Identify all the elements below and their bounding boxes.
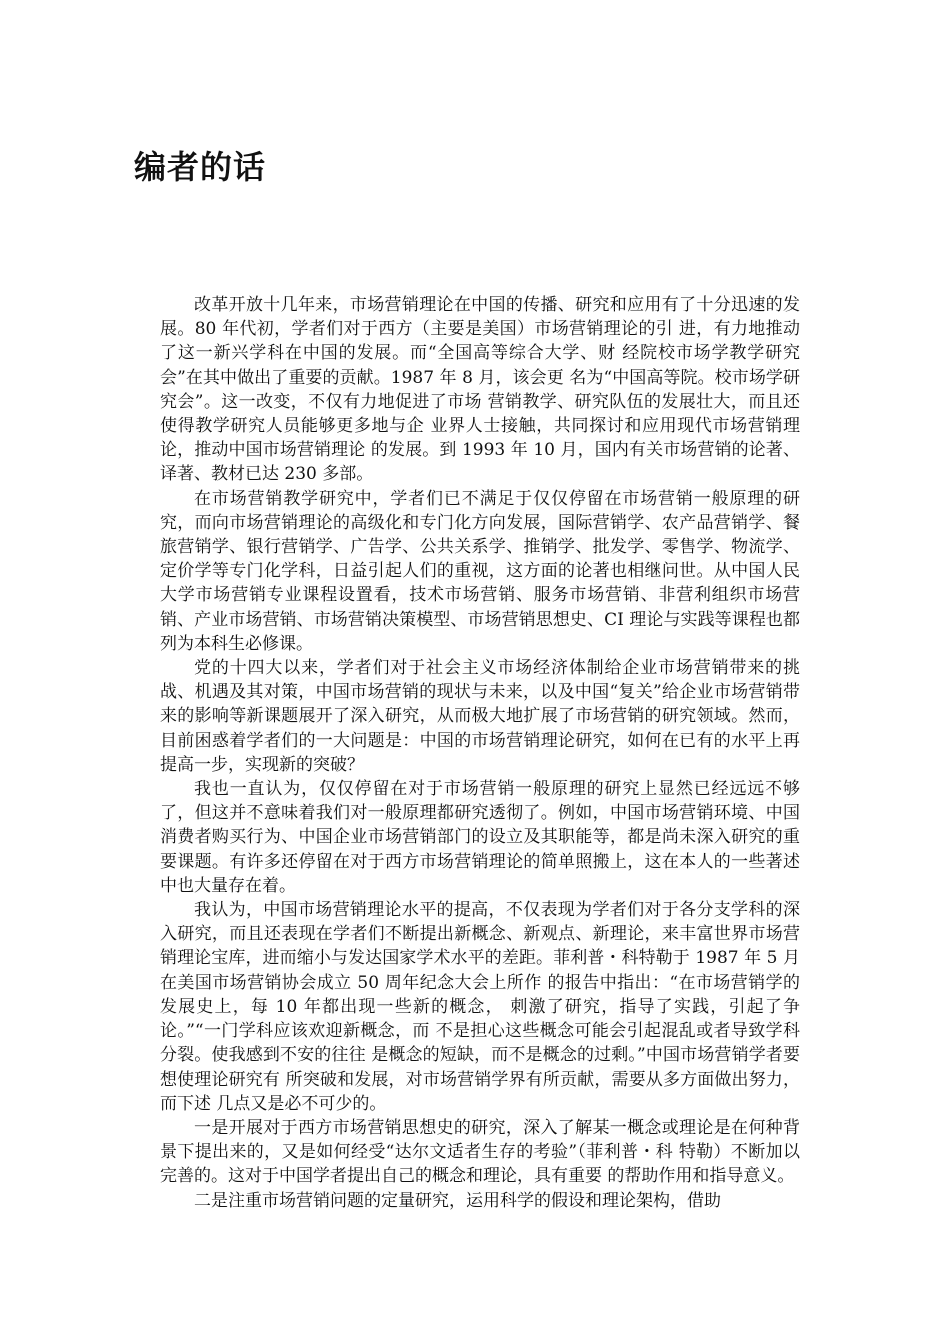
paragraph-4: 我也一直认为，仅仅停留在对于市场营销一般原理的研究上显然已经远远不够了，但这并不意味着我们对一般原理都研究透彻了。例如，中国市场营销环境、中国消费者购买行为、中国企业市场营销部门的设立及其职能等，都是尚未深入研究的重要课题。有许多还停留在对于西方市场营销理论的简单照搬上，这在本人的一些著述中也大量存在着。 [160,779,800,896]
paragraph-7: 二是注重市场营销问题的定量研究，运用科学的假设和理论架构，借助 [194,1190,721,1211]
paragraph-2: 在市场营销教学研究中，学者们已不满足于仅仅停留在市场营销一般原理的研究，而向市场营销理论的高级化和专门化方向发展，国际营销学、农产品营销学、餐旅营销学、银行营销学、广告学、公共关系学、推销学、批发学、零售学、物流学、定价学等专门化学科，日益引起人们的重视，这方面的论著也相继问世。从中国人民大学市场营销专业课程设置看，技术市场营销、服务市场营销、非营利组织市场营销、产业市场营销、市场营销决策模型、市场营销思想史、CI 理论与实践等课程也都列为本科生必修课。 [160,488,800,654]
page-title: 编者的话 [134,148,267,186]
paragraph-5: 我认为，中国市场营销理论水平的提高，不仅表现为学者们对于各分支学科的深入研究，而且还表现在学者们不断提出新概念、新观点、新理论，来丰富世界市场营销理论宝库，进而缩小与发达国家学术水平的差距。菲利普・科特勒于 1987 年 5 月在美国市场营销协会成立 50 周年纪念大会上所作 的报告中指出：“在市场营销学的发展史上，每 10 年都出现一些新的概念， 刺激了研究，指导了实践，引起了争论。”“一门学科应该欢迎新概念，而 不是担心这些概念可能会引起混乱或者导致学科分裂。使我感到不安的往往 是概念的短缺，而不是概念的过剩。”中国市场营销学者要想使理论研究有 所突破和发展，对市场营销学界有所贡献，需要从多方面做出努力，而下述 几点又是必不可少的。 [160,900,800,1114]
body-text [160,293,800,1213]
paragraph-1: 改革开放十几年来，市场营销理论在中国的传播、研究和应用有了十分迅速的发展。80 年代初，学者们对于西方（主要是美国）市场营销理论的引 进，有力地推动了这一新兴学科在中国的发展。而“全国高等综合大学、财 经院校市场学教学研究会”在其中做出了重要的贡献。1987 年 8 月，该会更 名为“中国高等院。校市场学研究会”。这一改变，不仅有力地促进了市场 营销教学、研究队伍的发展壮大，而且还使得教学研究人员能够更多地与企 业界人士接触，共同探讨和应用现代市场营销理论，推动中国市场营销理论 的发展。到 1993 年 10 月，国内有关市场营销的论著、译著、教材已达 230 多部。 [160,295,800,485]
paragraph-6: 一是开展对于西方市场营销思想史的研究，深入了解某一概念或理论是在何种背景下提出来的，又是如何经受“达尔文适者生存的考验”（菲利普・科 特勒）不断加以完善的。这对于中国学者提出自己的概念和理论，具有重要 的帮助作用和指导意义。 [160,1117,800,1187]
paragraph-3: 党的十四大以来，学者们对于社会主义市场经济体制给企业市场营销带来的挑战、机遇及其对策，中国市场营销的现状与未来，以及中国“复关”给企业市场营销带来的影响等新课题展开了深入研究，从而极大地扩展了市场营销的研究领域。然而，目前困惑着学者们的一大问题是：中国的市场营销理论研究，如何在已有的水平上再提高一步，实现新的突破？ [160,658,800,775]
